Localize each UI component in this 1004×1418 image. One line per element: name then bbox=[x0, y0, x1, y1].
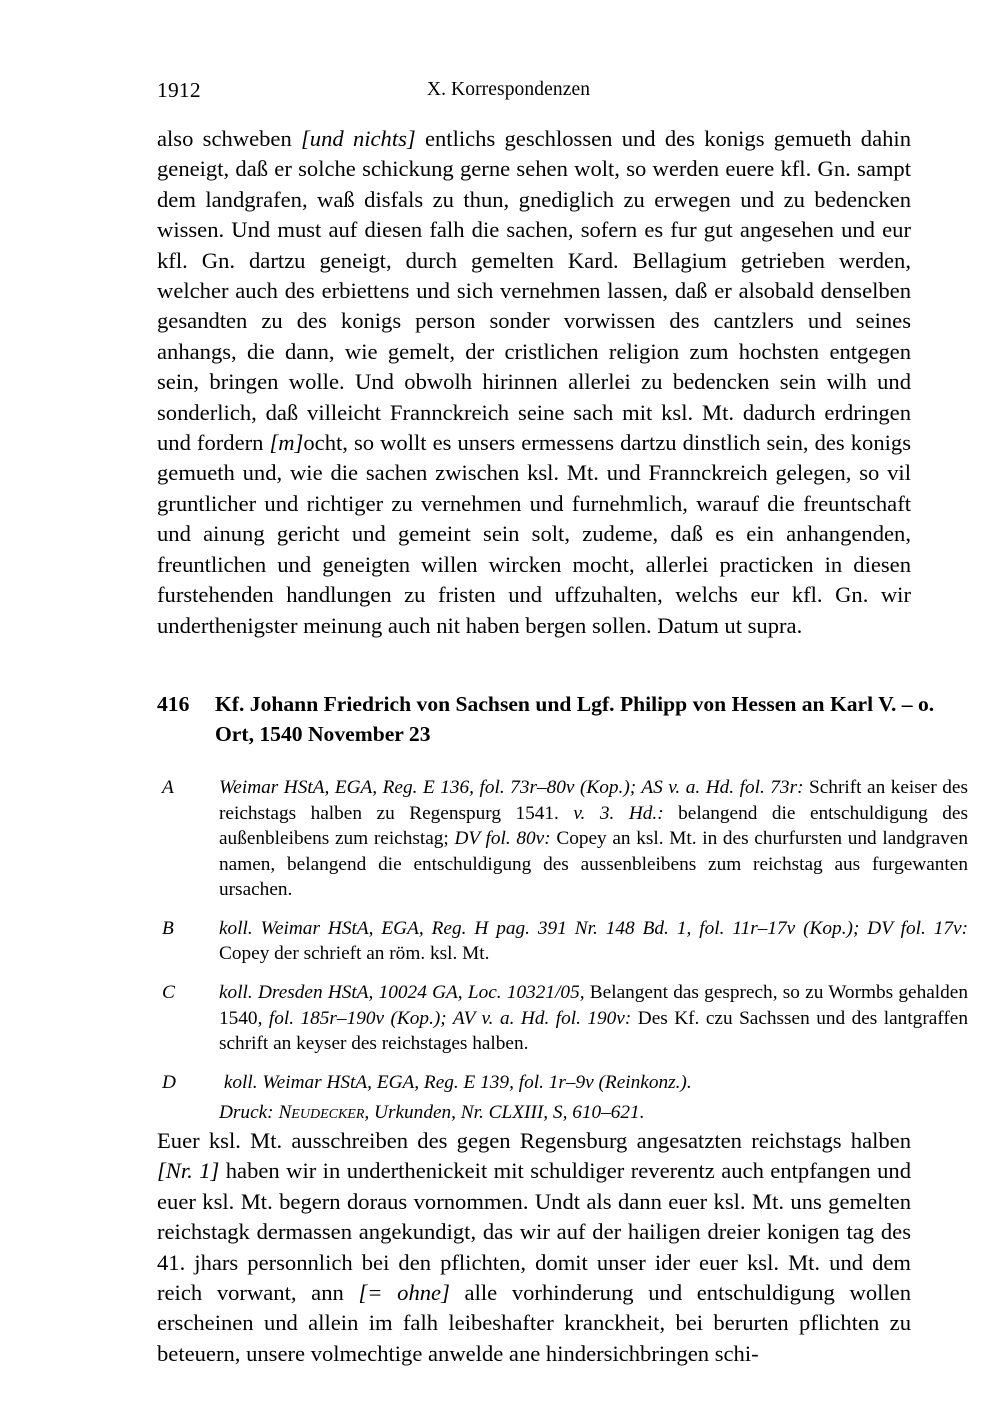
editorial-emendation: [m] bbox=[269, 430, 304, 456]
section-number: 416 bbox=[157, 691, 190, 716]
running-header bbox=[157, 78, 888, 104]
apparatus-note-2: Des Kf. czu Sachssen und des lantgraffen schrift an keyser des reichstages halben. bbox=[219, 1007, 968, 1055]
apparatus-folio-note: fol. 185r–190v (Kop.); AV v. a. Hd. fol. 190v: bbox=[268, 1007, 632, 1029]
apparatus-shelfmark: koll. Weimar HStA, EGA, Reg. E 139, fol. 1r–9v (Reinkonz.). bbox=[223, 1071, 692, 1093]
apparatus-siglum: A bbox=[162, 776, 174, 798]
apparatus-entry-a bbox=[157, 775, 968, 903]
editorial-gloss: [= ohne] bbox=[358, 1280, 450, 1306]
apparatus-dorsal-note: DV fol. 80v: bbox=[454, 828, 551, 850]
body-column bbox=[157, 124, 968, 1369]
page-number: 1912 bbox=[157, 78, 201, 102]
apparatus-note: Belangent das gesprech, so zu Wormbs gehalden 1540, bbox=[219, 982, 968, 1029]
section-heading bbox=[157, 689, 955, 749]
apparatus-entry-c bbox=[157, 980, 968, 1057]
paragraph-continuation: also schweben [und nichts] entlichs geschlossen und des konigs gemueth dahin geneigt, daß er solche schickung gerne sehen wolt, so werden euere kfl. Gn. sampt dem landgrafen, waß disfals zu thun, gnediglich zu erwegen und zu bedencken wissen. Und must auf diesen falh die sachen, sofern es fur gut angesehen und eur kfl. Gn. dartzu geneigt, durch gemelten Kard. Bellagium getrieben werden, welcher auch des erbiettens und sich vernehmen lassen, daß er alsobald denselben gesandten zu des konigs person sonder vorwissen des cantzlers und seines anhangs, die dann, wie gemelt, der cristlichen religion zum hochsten entgegen sein, bringen wolle. Und obwolh hirinnen allerlei zu bedencken sein wilh und sonderlich, daß villeicht Frannckreich seine sach mit ksl. Mt. dadurch erdringen und fordern [m]ocht, so wollt es unsers ermessens dartzu dinstlich sein, des konigs gemueth und, wie die sachen zwischen ksl. Mt. und Frannckreich gelegen, so vil gruntlicher und richtiger zu vernehmen und furnehmlich, warauf die freuntschaft und ainung gericht und gemeint sein solt, zudeme, daß es ein anhangenden, freuntlichen und geneigten willen wircken mocht, allerlei practicken in diesen furstehenden handlungen zu fristen und uffzuhalten, welchs eur kfl. Gn. wir underthenigster meinung auch nit haben bergen sollen. Datum ut supra. bbox=[157, 126, 911, 638]
editorial-insertion: [und nichts] bbox=[301, 126, 416, 151]
druck-citation: , Urkunden, Nr. CLXIII, S, 610–621. bbox=[364, 1102, 645, 1124]
running-title: X. Korrespondenzen bbox=[426, 79, 591, 100]
apparatus-note: Copey der schrieft an röm. ksl. Mt. bbox=[219, 943, 490, 965]
apparatus-shelfmark: Weimar HStA, EGA, Reg. E 136, fol. 73r–80v (Kop.); AS v. a. Hd. fol. 73r: bbox=[219, 776, 804, 798]
apparatus-entry-b bbox=[157, 916, 968, 967]
apparatus-siglum: D bbox=[162, 1071, 176, 1093]
apparatus-shelfmark: koll. Weimar HStA, EGA, Reg. H pag. 391 Nr. 148 Bd. 1, fol. 11r–17v (Kop.); DV fol. 17v: bbox=[219, 917, 968, 939]
apparatus-siglum: C bbox=[162, 982, 175, 1004]
closing-paragraph: Euer ksl. Mt. ausschreiben des gegen Regensburg angesatzten reichstags halben [Nr. 1] haben wir in underthenickeit mit schuldiger reverentz auch entpfangen und euer ksl. Mt. begern doraus vornommen. Undt als dann euer ksl. Mt. uns gemelten reichstagk dermassen angekundigt, das wir auf der hailigen dreier konigen tag des 41. jhars personnlich bei den pflichten, domit unser ider euer ksl. Mt. und dem reich vorwant, ann [= ohne] alle vorhinderung und entschuldigung wollen erscheinen und allein im falh leibeshafter kranckheit, bei berurten pflichten zu beteuern, unsere volmechtige anwelde ane hindersichbringen schi- bbox=[157, 1128, 911, 1366]
druck-label: Druck: bbox=[219, 1102, 274, 1124]
apparatus-entry-d bbox=[157, 1070, 968, 1126]
druck-author: Neudecker bbox=[278, 1102, 365, 1124]
source-apparatus bbox=[157, 775, 968, 1126]
apparatus-note: Schrift an keiser des reichstags halben zu Regenspurg 1541. bbox=[219, 776, 968, 824]
apparatus-print-reference bbox=[219, 1100, 968, 1126]
section-title: Kf. Johann Friedrich von Sachsen und Lgf. Philipp von Hessen an Karl V. – o. Ort, 1540 November 23 bbox=[215, 691, 935, 746]
document-cross-reference: [Nr. 1] bbox=[157, 1158, 220, 1184]
apparatus-note-3: Copey an ksl. Mt. in des churfursten und landgraven namen, belangend die entschuldigung des aussenbleibens zum reichstag aus furgewanten ursachen. bbox=[219, 828, 968, 901]
apparatus-hand-note: v. 3. Hd.: bbox=[573, 802, 664, 824]
apparatus-note-2: belangend die entschuldigung des außenbleibens zum reichstag; bbox=[219, 802, 968, 850]
apparatus-siglum: B bbox=[162, 917, 174, 939]
apparatus-shelfmark: koll. Dresden HStA, 10024 GA, Loc. 10321/05, bbox=[219, 982, 585, 1004]
